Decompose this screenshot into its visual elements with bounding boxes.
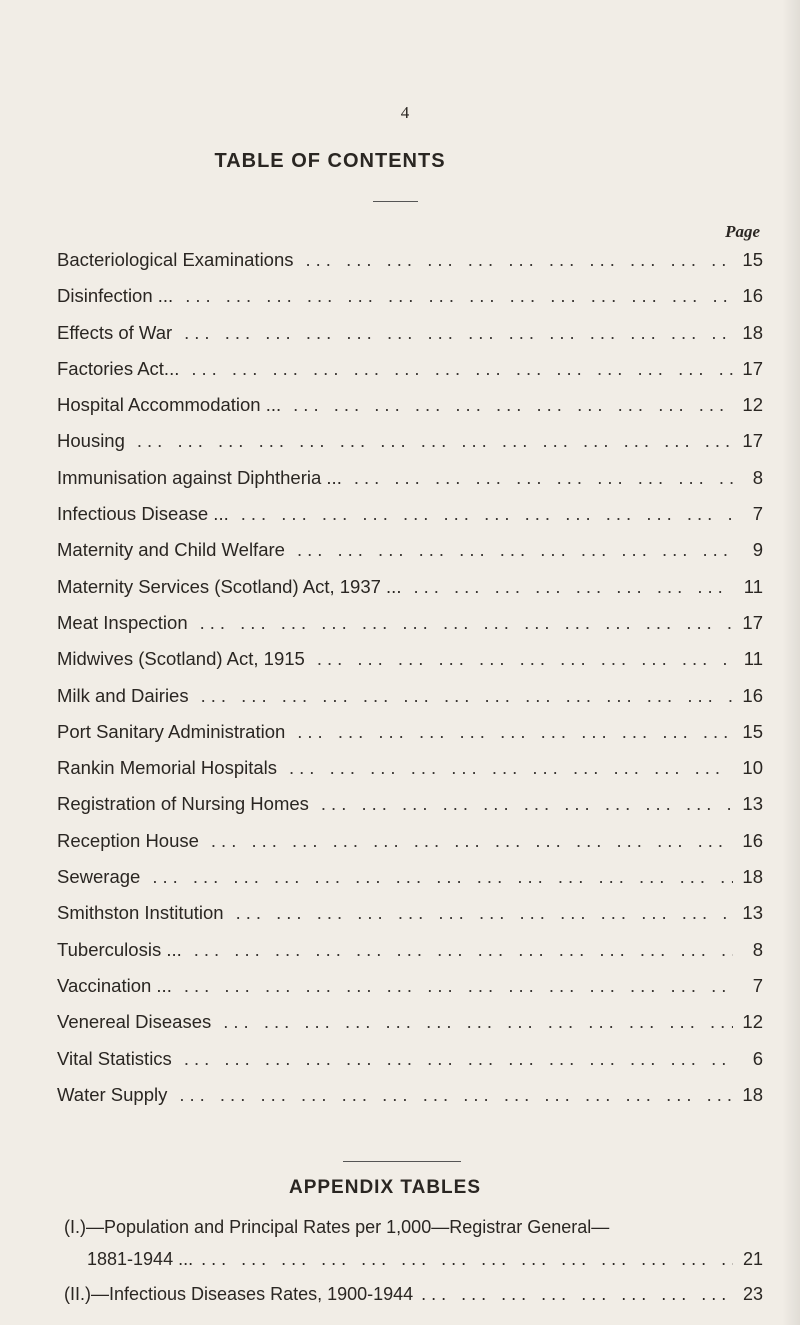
entry-label: Vaccination ... <box>57 974 172 996</box>
entry-label: Bacteriological Examinations <box>57 249 294 270</box>
entry-page: 13 <box>742 793 763 815</box>
entry-page: 8 <box>752 938 763 960</box>
entry-page: 8 <box>752 466 763 488</box>
entry-label: Registration of Nursing Homes <box>57 793 309 815</box>
entry-page: 17 <box>742 430 763 452</box>
contents-entry <box>57 786 763 822</box>
entry-page: 18 <box>742 1083 763 1105</box>
leader-dots <box>193 1242 733 1276</box>
contents-entry <box>57 823 763 859</box>
contents-entry <box>57 351 763 387</box>
entry-page: 18 <box>742 866 763 888</box>
leader-dots <box>199 823 733 859</box>
contents-entry <box>57 569 763 605</box>
entry-page: 11 <box>743 575 763 597</box>
leader-dots <box>342 460 733 496</box>
entry-page: 17 <box>742 357 763 379</box>
entry-label: Meat Inspection <box>57 611 188 633</box>
leader-dots <box>140 859 733 895</box>
entry-label: Disinfection ... <box>57 285 174 307</box>
contents-entry <box>57 968 763 1004</box>
leader-dots <box>285 714 733 750</box>
entry-label: Effects of War <box>57 321 173 343</box>
contents-entry <box>57 678 763 714</box>
page-edge-shadow <box>782 0 800 1325</box>
contents-entry <box>57 714 763 750</box>
entry-page: 9 <box>752 539 763 561</box>
contents-entry <box>57 895 763 931</box>
leader-dots <box>281 387 733 423</box>
entry-label: Maternity and Child Welfare <box>57 539 285 561</box>
appendix-item-page: 23 <box>742 1284 763 1304</box>
entry-label: Sewerage <box>57 866 141 888</box>
contents-entry <box>57 496 763 532</box>
entry-label: Hospital Accommodation ... <box>57 394 282 416</box>
leader-dots <box>309 786 733 822</box>
leader-dots <box>211 1004 733 1040</box>
entry-page: 7 <box>752 503 763 525</box>
entry-label: Vital Statistics <box>57 1047 172 1069</box>
entry-page: 15 <box>742 720 763 742</box>
entry-label: Housing <box>57 430 125 452</box>
entry-page: 6 <box>752 1047 763 1069</box>
leader-dots <box>277 750 733 786</box>
entry-label: Port Sanitary Administration <box>57 720 286 742</box>
appendix-title: APPENDIX TABLES <box>288 1177 481 1198</box>
contents-entry <box>57 750 763 786</box>
entry-page: 16 <box>742 684 763 706</box>
entry-label: Water Supply <box>57 1083 168 1105</box>
page-column-header: Page <box>725 222 760 241</box>
appendix-item <box>64 1276 763 1312</box>
leader-dots <box>172 968 733 1004</box>
leader-dots <box>172 1041 733 1077</box>
contents-entry <box>57 1004 763 1040</box>
entry-page: 7 <box>752 974 763 996</box>
entry-page: 11 <box>743 648 763 670</box>
contents-entry <box>57 1041 763 1077</box>
leader-dots <box>182 932 733 968</box>
entry-label: Midwives (Scotland) Act, 1915 <box>57 648 305 670</box>
contents-entry <box>57 532 763 568</box>
contents-list <box>57 242 763 1113</box>
entry-page: 15 <box>742 249 763 270</box>
leader-dots <box>172 315 733 351</box>
leader-dots <box>229 496 733 532</box>
contents-entry <box>57 387 763 423</box>
contents-entry <box>57 641 763 677</box>
appendix-item-continuation: 1881-1944 ... <box>87 1249 194 1269</box>
leader-dots <box>173 278 733 314</box>
appendix-item-text: (II.)—Infectious Diseases Rates, 1900-1944 <box>64 1284 414 1304</box>
contents-entry <box>57 1077 763 1113</box>
leader-dots <box>305 641 733 677</box>
entry-page: 10 <box>742 757 763 779</box>
entry-page: 16 <box>742 829 763 851</box>
leader-dots <box>285 532 733 568</box>
entry-page: 12 <box>742 1011 763 1033</box>
entry-page: 13 <box>742 902 763 924</box>
leader-dots <box>294 242 733 278</box>
appendix-item-page: 21 <box>742 1249 763 1269</box>
contents-entry <box>57 278 763 314</box>
title-divider <box>373 201 418 202</box>
entry-label: Rankin Memorial Hospitals <box>57 757 278 779</box>
contents-entry <box>57 242 763 278</box>
contents-entry <box>57 315 763 351</box>
entry-label: Tuberculosis ... <box>57 938 182 960</box>
entry-page: 18 <box>742 321 763 343</box>
appendix-item-text: (I.)—Population and Principal Rates per 1,000—Registrar General— <box>64 1217 610 1237</box>
entry-page: 12 <box>742 394 763 416</box>
entry-page: 17 <box>742 611 763 633</box>
leader-dots <box>189 678 733 714</box>
leader-dots <box>167 1077 733 1113</box>
leader-dots <box>125 423 733 459</box>
contents-entry <box>57 460 763 496</box>
leader-dots <box>179 351 733 387</box>
entry-page: 16 <box>742 285 763 307</box>
page-title: TABLE OF CONTENTS <box>214 150 446 172</box>
entry-label: Smithston Institution <box>57 902 224 924</box>
entry-label: Milk and Dairies <box>57 684 189 706</box>
appendix-list <box>64 1212 763 1312</box>
leader-dots <box>413 1276 733 1312</box>
entry-label: Immunisation against Diphtheria ... <box>57 466 342 488</box>
leader-dots <box>401 569 733 605</box>
entry-label: Maternity Services (Scotland) Act, 1937 ... <box>57 575 402 597</box>
leader-dots <box>224 895 733 931</box>
entry-label: Venereal Diseases <box>57 1011 212 1033</box>
contents-entry <box>57 605 763 641</box>
entry-label: Infectious Disease ... <box>57 503 229 525</box>
section-divider <box>343 1161 461 1162</box>
contents-entry <box>57 423 763 459</box>
appendix-item <box>64 1242 763 1276</box>
page-number: 4 <box>400 103 410 122</box>
entry-label: Factories Act... <box>57 357 180 379</box>
contents-entry <box>57 932 763 968</box>
leader-dots <box>188 605 733 641</box>
entry-label: Reception House <box>57 829 199 851</box>
contents-entry <box>57 859 763 895</box>
